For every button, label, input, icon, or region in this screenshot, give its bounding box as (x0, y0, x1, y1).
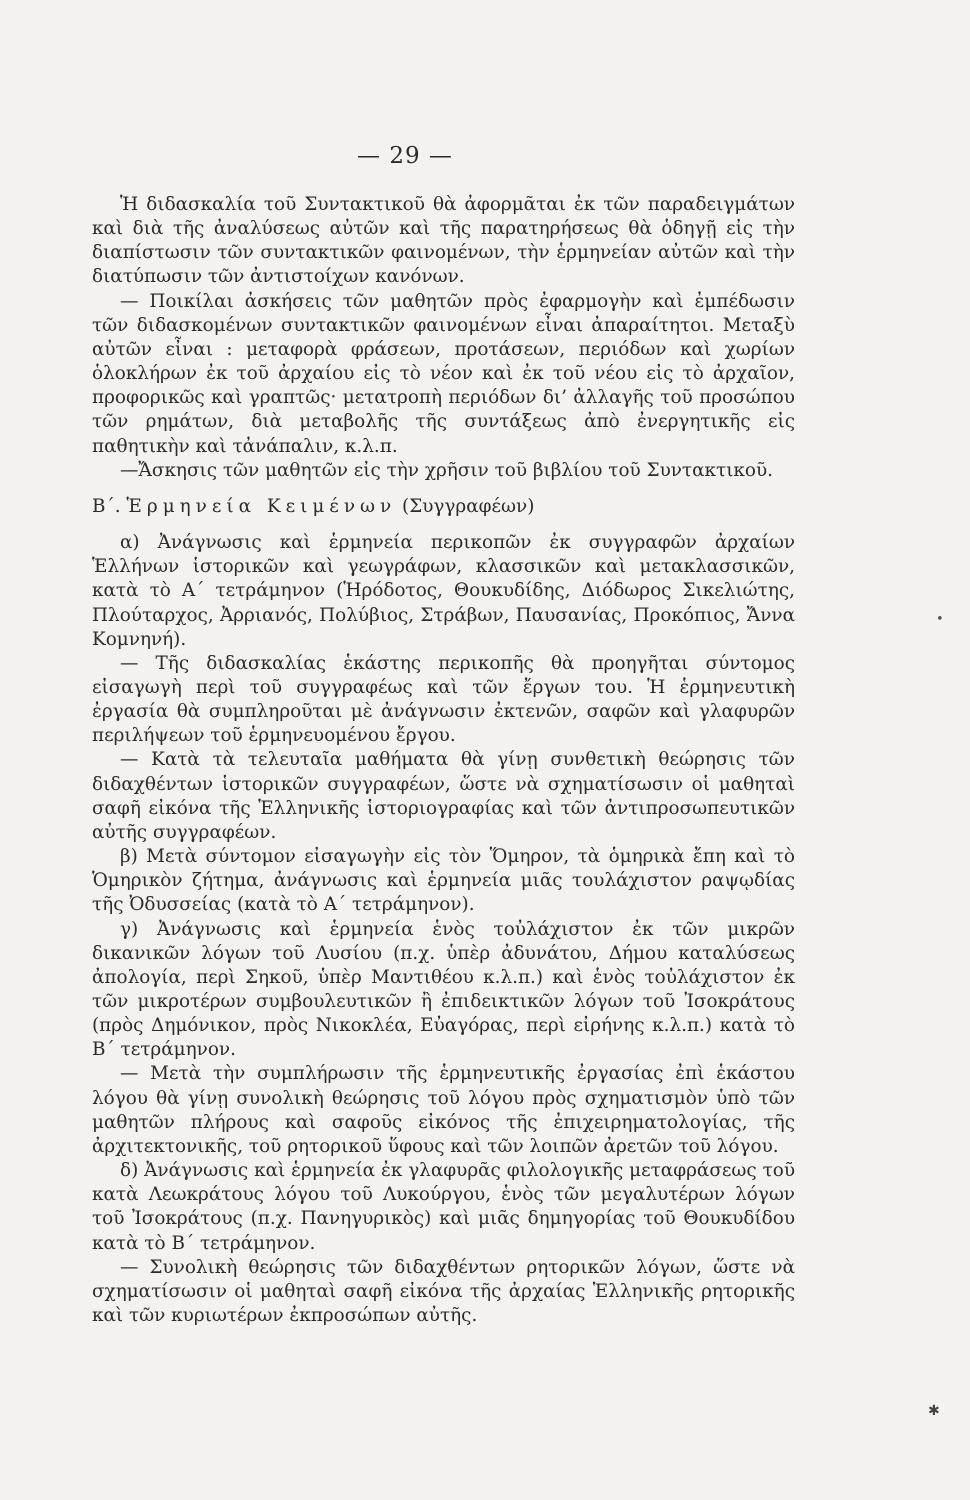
section-title: Ἑρμηνεία Κειμένων (126, 495, 397, 517)
paragraph-alpha-synthesis: — Κατὰ τὰ τελευταῖα μαθήματα θὰ γίνῃ συνθετικὴ θεώρησις τῶν διδαχθέντων ἱστορικῶν συγγραφέων, ὥστε νὰ σχηματίσωσιν οἱ μαθηταὶ σαφῆ εἰκόνα τῆς Ἑλληνικῆς ἱστοριογραφίας καὶ τῶν ἀντιπροσωπευτικῶν αὐτῆς συγγραφέων. (92, 749, 795, 843)
margin-dot: • (936, 612, 944, 627)
corner-mark: ✱ (928, 1403, 940, 1419)
paragraph-gamma: γ) Ἀνάγνωσις καὶ ἑρμηνεία ἑνὸς τοὐλάχιστον ἐκ τῶν μικρῶν δικανικῶν λόγων τοῦ Λυσίου (π.χ. ὑπὲρ ἀδυνάτου, Δήμου καταλύσεως ἀπολογία, περὶ Σηκοῦ, ὑπὲρ Μαντιθέου κ.λ.π.) καὶ ἑνὸς τοὐλάχιστον ἐκ τῶν μικροτέρων συμβουλευτικῶν ἢ ἐπιδεικτικῶν λόγων τοῦ Ἰσοκράτους (πρὸς Δημόνικον, πρὸς Νικοκλέα, Εὐαγόρας, περὶ εἰρήνης κ.λ.π.) κατὰ τὸ Β΄ τετράμηνον. (92, 918, 795, 1061)
section-heading (92, 495, 795, 519)
paragraph-alpha: α) Ἀνάγνωσις καὶ ἑρμηνεία περικοπῶν ἐκ συγγραφῶν ἀρχαίων Ἑλλήνων ἱστορικῶν καὶ γεωγράφων, κλασσικῶν καὶ μετακλασσικῶν, κατὰ τὸ Α΄ τετράμηνον (Ἡρόδοτος, Θουκυδίδης, Διόδωρος Σικελιώτης, Πλούταρχος, Ἀρριανός, Πολύβιος, Στράβων, Παυσανίας, Προκόπιος, Ἄννα Κομνηνή). (92, 532, 795, 650)
paragraph-syntax-teaching: Ἡ διδασκαλία τοῦ Συντακτικοῦ θὰ ἀφορμᾶται ἐκ τῶν παραδειγμάτων καὶ διὰ τῆς ἀναλύσεως αὐτῶν καὶ τῆς παρατηρήσεως θὰ ὁδηγῇ εἰς τὴν διαπίστωσιν τῶν συντακτικῶν φαινομένων, τὴν ἑρμηνείαν αὐτῶν καὶ τὴν διατύπωσιν τῶν ἀντιστοίχων κανόνων. (92, 194, 795, 288)
section-subtitle: (Συγγραφέων) (402, 495, 535, 517)
body-text (92, 193, 795, 1328)
paragraph-alpha-intro: — Τῆς διδασκαλίας ἑκάστης περικοπῆς θὰ προηγῆται σύντομος εἰσαγωγὴ περὶ τοῦ συγγραφέως καὶ τῶν ἔργων του. Ἡ ἑρμηνευτικὴ ἐργασία θὰ συμπληροῦται μὲ ἀνάγνωσιν ἐκτενῶν, σαφῶν καὶ γλαφυρῶν περιλήψεων τοῦ ἑρμηνευομένου ἔργου. (92, 652, 795, 747)
paragraph-exercises: — Ποικίλαι ἀσκήσεις τῶν μαθητῶν πρὸς ἐφαρμογὴν καὶ ἐμπέδωσιν τῶν διδασκομένων συντακτικῶν φαινομένων εἶναι ἀπαραίτητοι. Μεταξὺ αὐτῶν εἶναι : μεταφορὰ φράσεων, προτάσεων, περιόδων καὶ χωρίων ὁλοκλήρων ἐκ τοῦ ἀρχαίου εἰς τὸ νέον καὶ ἐκ τοῦ νέου εἰς τὸ ἀρχαῖον, προφορικῶς καὶ γραπτῶς· μετατροπὴ περιόδων δι’ ἀλλαγῆς τοῦ προσώπου τῶν ρημάτων, διὰ μεταβολῆς τῆς συντάξεως ἀπὸ ἐνεργητικῆς εἰς παθητικὴν καὶ τἀνάπαλιν, κ.λ.π. (92, 290, 795, 457)
paragraph-book-use: —Ἄσκησις τῶν μαθητῶν εἰς τὴν χρῆσιν τοῦ βιβλίου τοῦ Συντακτικοῦ. (120, 459, 773, 481)
paragraph-delta: δ) Ἀνάγνωσις καὶ ἑρμηνεία ἐκ γλαφυρᾶς φιλολογικῆς μεταφράσεως τοῦ κατὰ Λεωκράτους λόγου τοῦ Λυκούργου, ἑνὸς τῶν μεγαλυτέρων λόγων τοῦ Ἰσοκράτους (π.χ. Πανηγυρικὸς) καὶ μιᾶς δημηγορίας τοῦ Θουκυδίδου κατὰ τὸ Β΄ τετράμηνον. (92, 1160, 795, 1254)
paragraph-beta: β) Μετὰ σύντομον εἰσαγωγὴν εἰς τὸν Ὅμηρον, τὰ ὁμηρικὰ ἔπη καὶ τὸ Ὁμηρικὸν ζήτημα, ἀνάγνωσις καὶ ἑρμηνεία μιᾶς τουλάχιστον ραψῳδίας τῆς Ὀδυσσείας (κατὰ τὸ Α΄ τετράμηνον). (92, 846, 795, 916)
section-letter: Β΄. (92, 495, 121, 517)
paragraph-delta-synthesis: — Συνολικὴ θεώρησις τῶν διδαχθέντων ρητορικῶν λόγων, ὥστε νὰ σχηματίσωσιν οἱ μαθηταὶ σαφῆ εἰκόνα τῆς ἀρχαίας Ἑλληνικῆς ρητορικῆς καὶ τῶν κυριωτέρων ἐκπροσώπων αὐτῆς. (92, 1256, 795, 1327)
paragraph-gamma-synthesis: — Μετὰ τὴν συμπλήρωσιν τῆς ἑρμηνευτικῆς ἐργασίας ἐπὶ ἑκάστου λόγου θὰ γίνῃ συνολικὴ θεώρησις τοῦ λόγου πρὸς σχηματισμὸν ὑπὸ τῶν μαθητῶν πλήρους καὶ σαφοῦς εἰκόνος τῆς ἐπιχειρηματολογίας, τῆς ἀρχιτεκτονικῆς, τοῦ ρητορικοῦ ὕφους καὶ τῶν λοιπῶν ἀρετῶν τοῦ λόγου. (92, 1063, 795, 1157)
page-number: — 29 — (357, 143, 453, 169)
